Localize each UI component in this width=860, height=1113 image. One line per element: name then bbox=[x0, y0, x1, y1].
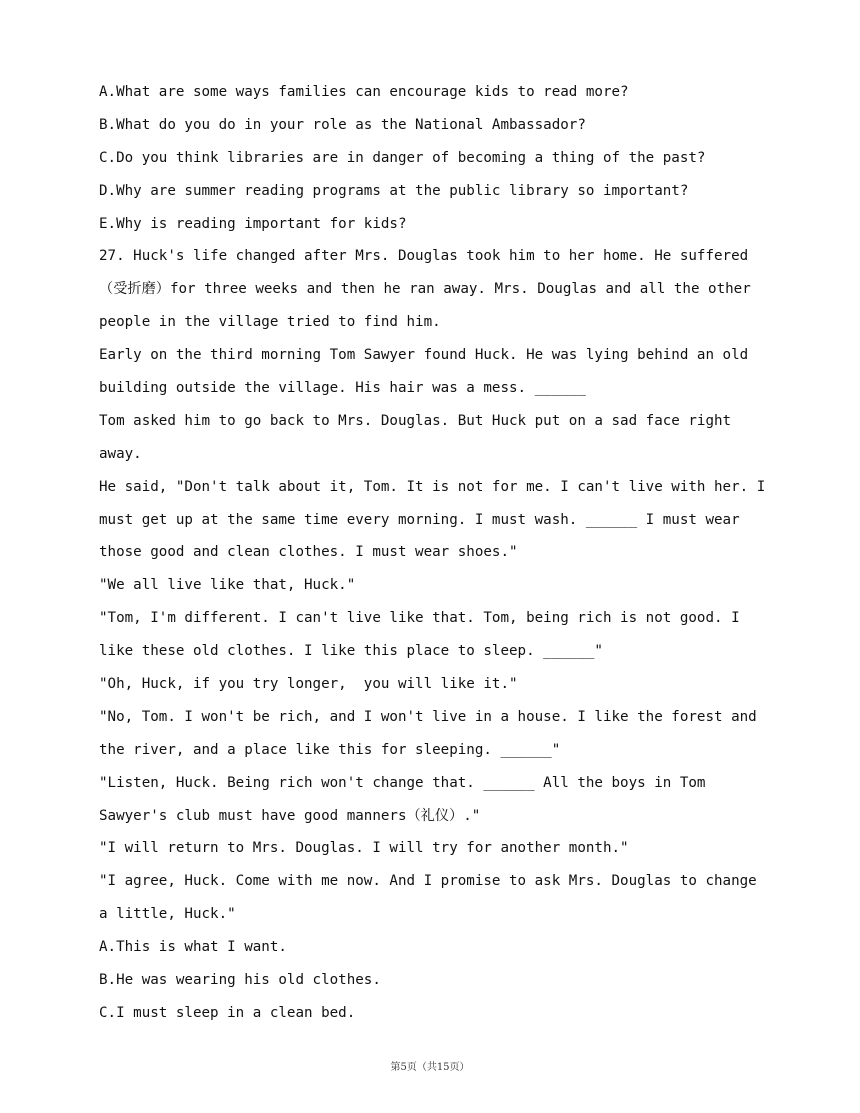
answer-option-b: B.He was wearing his old clothes. bbox=[99, 972, 381, 989]
passage-line: "Tom, I'm different. I can't live like that. Tom, being rich is not good. I bbox=[99, 610, 740, 627]
passage-line: the river, and a place like this for sleeping. ______" bbox=[99, 741, 561, 758]
option-e-line: E.Why is reading important for kids? bbox=[99, 215, 407, 232]
option-b-line: B.What do you do in your role as the National Ambassador? bbox=[99, 116, 586, 133]
answer-option-a: A.This is what I want. bbox=[99, 939, 287, 956]
passage-line: "Oh, Huck, if you try longer, you will like it." bbox=[99, 676, 518, 693]
passage-line: "No, Tom. I won't be rich, and I won't live in a house. I like the forest and bbox=[99, 708, 757, 725]
document-body bbox=[99, 76, 767, 1030]
passage-line: "Listen, Huck. Being rich won't change that. ______ All the boys in Tom bbox=[99, 774, 706, 791]
passage-line: like these old clothes. I like this place to sleep. ______" bbox=[99, 643, 603, 660]
passage-line: building outside the village. His hair was a mess. ______ bbox=[99, 380, 586, 397]
option-d-line: D.Why are summer reading programs at the public library so important? bbox=[99, 182, 689, 199]
question-27-line: 27. Huck's life changed after Mrs. Douglas took him to her home. He suffered bbox=[99, 248, 749, 265]
option-a-line: A.What are some ways families can encourage kids to read more? bbox=[99, 84, 629, 100]
passage-line: Tom asked him to go back to Mrs. Douglas. But Huck put on a sad face right bbox=[99, 412, 732, 429]
page-number-footer: 第5页（共15页） bbox=[390, 1062, 470, 1073]
passage-line: Sawyer's club must have good manners（礼仪）." bbox=[99, 807, 481, 824]
passage-line: "I will return to Mrs. Douglas. I will try for another month." bbox=[99, 840, 629, 857]
passage-line: He said, "Don't talk about it, Tom. It is not for me. I can't live with her. I bbox=[99, 478, 766, 495]
passage-line: （受折磨）for three weeks and then he ran away. Mrs. Douglas and all the other bbox=[99, 281, 751, 298]
option-c-line: C.Do you think libraries are in danger of becoming a thing of the past? bbox=[99, 149, 706, 166]
passage-line: "I agree, Huck. Come with me now. And I promise to ask Mrs. Douglas to change bbox=[99, 873, 757, 890]
passage-line: people in the village tried to find him. bbox=[99, 314, 441, 331]
passage-line: away. bbox=[99, 445, 142, 462]
passage-line: "We all live like that, Huck." bbox=[99, 577, 356, 594]
passage-line: those good and clean clothes. I must wear shoes." bbox=[99, 544, 518, 561]
passage-line: Early on the third morning Tom Sawyer found Huck. He was lying behind an old bbox=[99, 347, 749, 364]
passage-line: a little, Huck." bbox=[99, 906, 236, 923]
answer-option-c: C.I must sleep in a clean bed. bbox=[99, 1004, 356, 1021]
passage-line: must get up at the same time every morning. I must wash. ______ I must wear bbox=[99, 511, 740, 528]
